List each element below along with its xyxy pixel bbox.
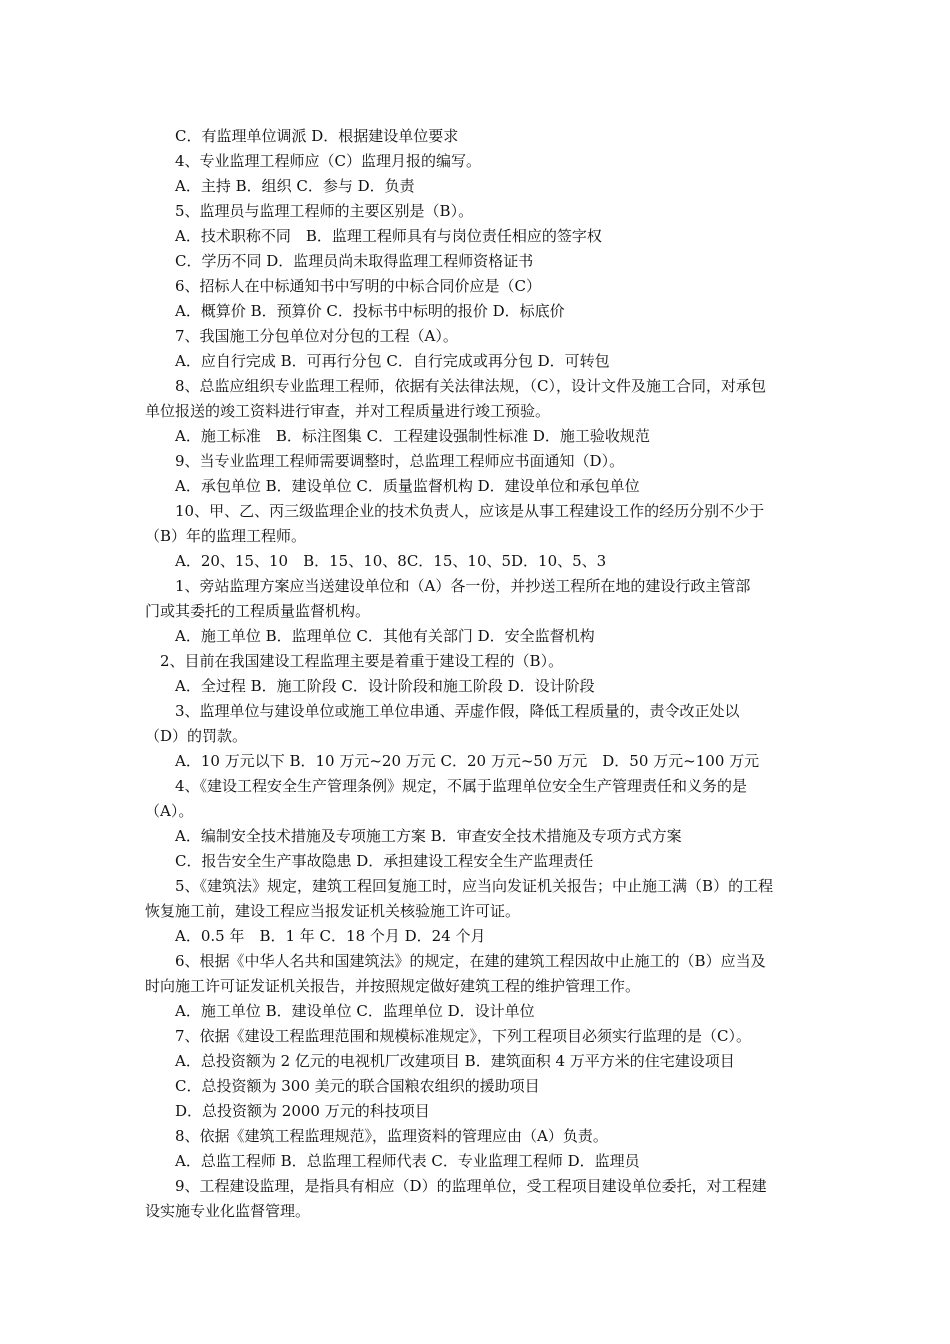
text-line: C．报告安全生产事故隐患 D．承担建设工程安全生产监理责任 — [175, 852, 594, 870]
text-line: A．总监工程师 B．总监理工程师代表 C．专业监理工程师 D．监理员 — [175, 1152, 640, 1170]
text-line: C．总投资额为 300 美元的联合国粮农组织的援助项目 — [175, 1077, 540, 1095]
text-line: 10、甲、乙、丙三级监理企业的技术负责人，应该是从事工程建设工作的经历分别不少于 — [175, 502, 765, 520]
text-line: （B）年的监理工程师。 — [145, 527, 307, 545]
text-line: 9、工程建设监理，是指具有相应（D）的监理单位，受工程项目建设单位委托，对工程建 — [175, 1177, 767, 1195]
text-line: 5、监理员与监理工程师的主要区别是（B）。 — [175, 202, 474, 220]
text-line: 1、旁站监理方案应当送建设单位和（A）各一份，并抄送工程所在地的建设行政主管部 — [175, 577, 751, 595]
text-line: 4、《建设工程安全生产管理条例》规定，不属于监理单位安全生产管理责任和义务的是 — [175, 777, 748, 795]
text-line: A．总投资额为 2 亿元的电视机厂改建项目 B．建筑面积 4 万平方米的住宅建设项目 — [175, 1052, 735, 1070]
text-line: 5、《建筑法》规定，建筑工程回复施工时，应当向发证机关报告；中止施工满（B）的工程 — [175, 877, 774, 895]
text-line: A．全过程 B．施工阶段 C．设计阶段和施工阶段 D．设计阶段 — [175, 677, 595, 695]
text-line: A．编制安全技术措施及专项施工方案 B．审查安全技术措施及专项方式方案 — [175, 827, 682, 845]
text-line: 8、依据《建筑工程监理规范》，监理资料的管理应由（A）负责。 — [175, 1127, 608, 1145]
text-line: 6、根据《中华人名共和国建筑法》的规定，在建的建筑工程因故中止施工的（B）应当及 — [175, 952, 766, 970]
text-line: 4、专业监理工程师应（C）监理月报的编写。 — [175, 152, 482, 170]
text-line: 7、依据《建设工程监理范围和规模标准规定》，下列工程项目必须实行监理的是（C）。 — [175, 1027, 752, 1045]
text-line: A．概算价 B．预算价 C．投标书中标明的报价 D．标底价 — [175, 302, 565, 320]
text-line: A．施工标准 B．标注图集 C．工程建设强制性标准 D．施工验收规范 — [175, 427, 650, 445]
text-line: （D）的罚款。 — [145, 727, 248, 745]
text-line: A．主持 B．组织 C．参与 D．负责 — [175, 177, 415, 195]
text-line: 6、招标人在中标通知书中写明的中标合同价应是（C） — [175, 277, 542, 295]
text-line: A．承包单位 B．建设单位 C．质量监督机构 D．建设单位和承包单位 — [175, 477, 640, 495]
text-line: 8、总监应组织专业监理工程师，依据有关法律法规，（C），设计文件及施工合同，对承包 — [175, 377, 767, 395]
text-line: （A）。 — [145, 802, 194, 820]
text-line: A．应自行完成 B．可再行分包 C．自行完成或再分包 D．可转包 — [175, 352, 610, 370]
text-line: A．0.5 年 B．1 年 C．18 个月 D．24 个月 — [175, 927, 486, 945]
text-line: A．技术职称不同 B．监理工程师具有与岗位责任相应的签字权 — [175, 227, 602, 245]
text-line: 2、目前在我国建设工程监理主要是着重于建设工程的（B）。 — [160, 652, 564, 670]
text-line: A．施工单位 B．建设单位 C．监理单位 D．设计单位 — [175, 1002, 535, 1020]
text-line: 门或其委托的工程质量监督机构。 — [145, 602, 371, 620]
text-line: 恢复施工前，建设工程应当报发证机关核验施工许可证。 — [145, 902, 521, 920]
text-line: 7、我国施工分包单位对分包的工程（A）。 — [175, 327, 458, 345]
text-line: C．有监理单位调派 D．根据建设单位要求 — [175, 127, 459, 145]
text-line: 9、当专业监理工程师需要调整时，总监理工程师应书面通知（D）。 — [175, 452, 625, 470]
text-line: 设实施专业化监督管理。 — [145, 1202, 311, 1220]
text-line: 3、监理单位与建设单位或施工单位串通、弄虚作假，降低工程质量的，责令改正处以 — [175, 702, 740, 720]
text-line: 单位报送的竣工资料进行审查，并对工程质量进行竣工预验。 — [145, 402, 551, 420]
text-line: A．施工单位 B．监理单位 C．其他有关部门 D．安全监督机构 — [175, 627, 595, 645]
text-line: A．10 万元以下 B．10 万元~20 万元 C．20 万元~50 万元 D．50 万元~100 万元 — [175, 752, 760, 770]
text-line: D．总投资额为 2000 万元的科技项目 — [175, 1102, 430, 1120]
text-line: A．20、15、10 B．15、10、8C．15、10、5D．10、5、3 — [175, 552, 607, 570]
document-body — [145, 124, 810, 1224]
text-line: 时向施工许可证发证机关报告，并按照规定做好建筑工程的维护管理工作。 — [145, 977, 641, 995]
text-line: C．学历不同 D．监理员尚未取得监理工程师资格证书 — [175, 252, 534, 270]
